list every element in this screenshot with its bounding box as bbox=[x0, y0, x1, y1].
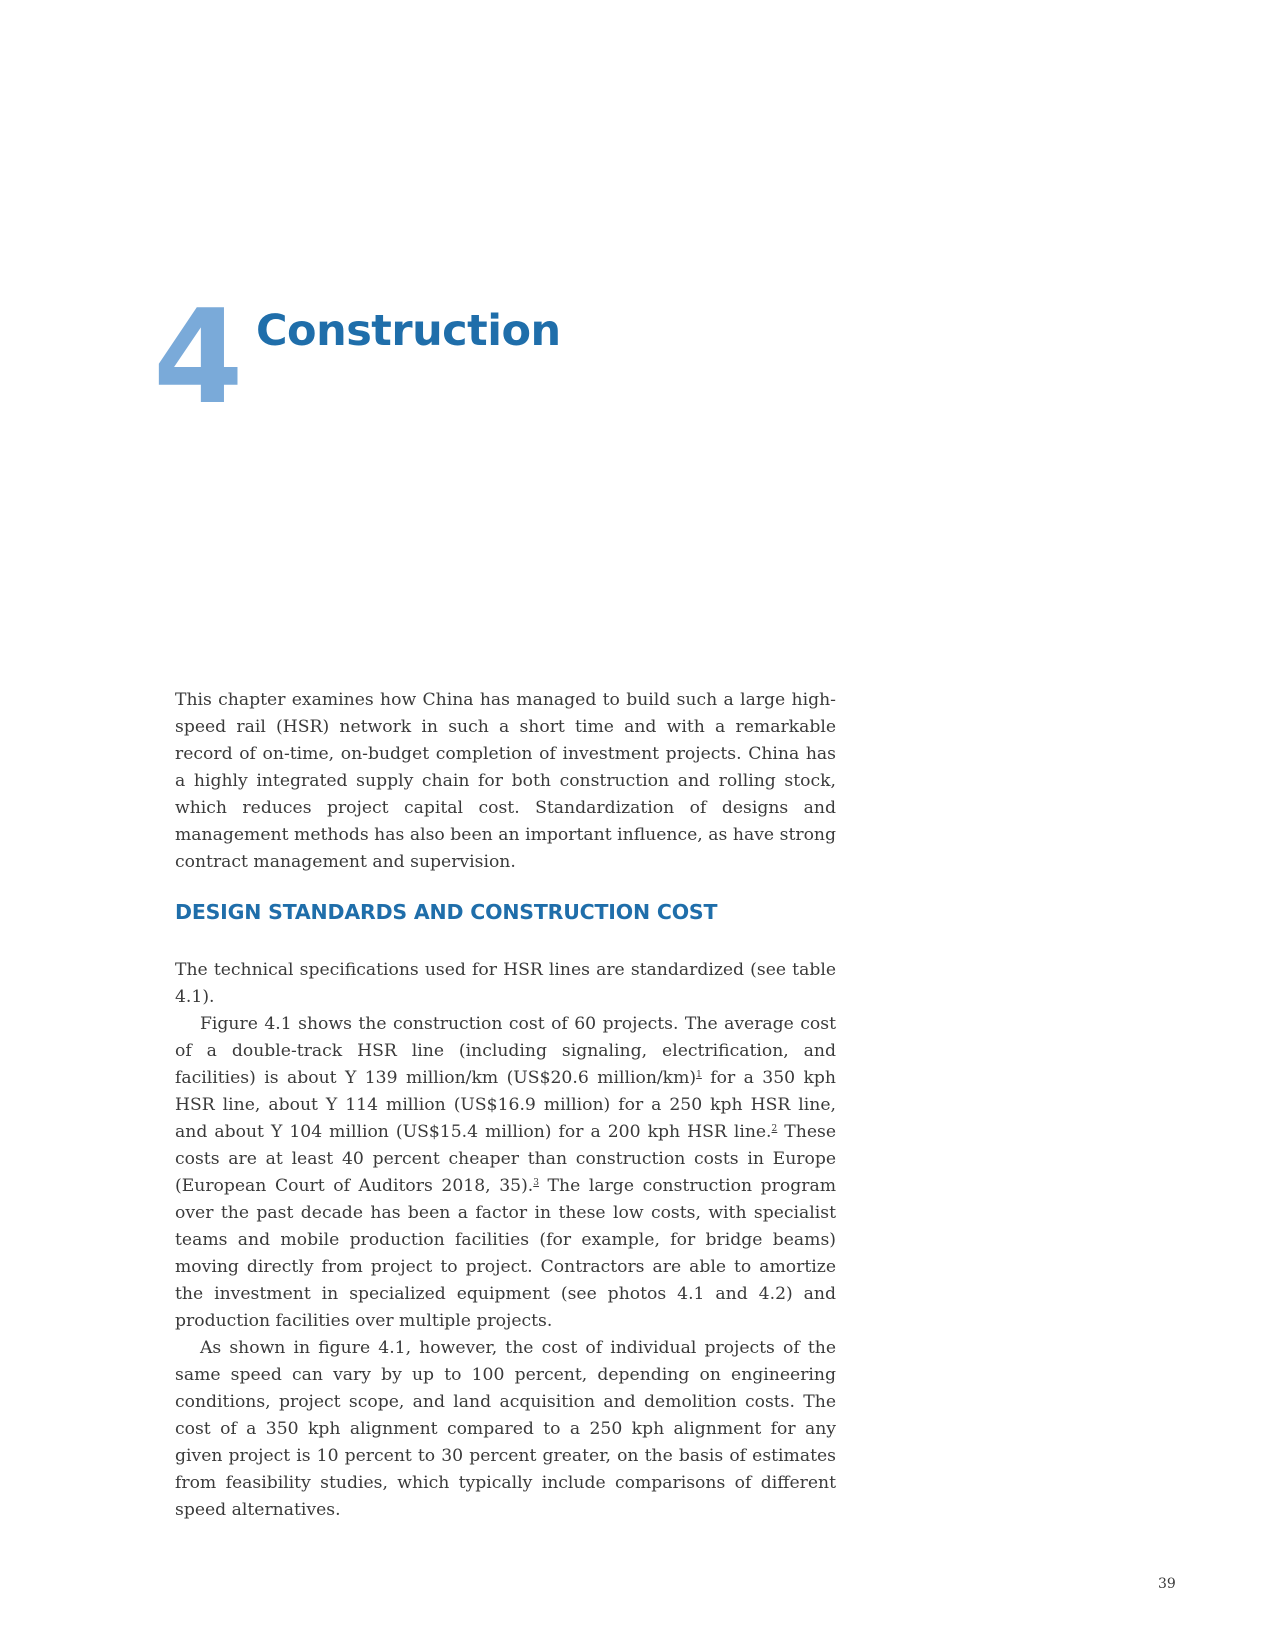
footnote-ref-2[interactable]: 2 bbox=[771, 1124, 778, 1134]
body-paragraph-2-part-c: These costs are at least 40 percent cheaper than construction costs in Europe (European Court of Auditors 2018, 35). bbox=[175, 1122, 836, 1196]
section-body bbox=[175, 957, 836, 1524]
body-paragraph-3: As shown in figure 4.1, however, the cost of individual projects of the same speed can vary by up to 100 percent, depending on engineering conditions, project scope, and land acquisition and demolition costs. The cost of a 350 kph alignment compared to a 250 kph alignment for any given project is 10 percent to 30 percent greater, on the basis of estimates from feasibility studies, which typically include comparisons of different speed alternatives. bbox=[175, 1338, 836, 1520]
footnote-ref-1[interactable]: 1 bbox=[696, 1070, 702, 1080]
body-paragraph-2-part-d: The large construction program over the past decade has been a factor in these low costs, with specialist teams and mobile production facilities (for example, for bridge beams) moving directly from project to project. Contractors are able to amortize the investment in specialized equipment (see photos 4.1 and 4.2) and production facilities over multiple projects. bbox=[175, 1176, 836, 1331]
intro-paragraph: This chapter examines how China has managed to build such a large high-speed rail (HSR) network in such a short time and with a remarkable record of on-time, on-budget completion of investment projects. China has a highly integrated supply chain for both construction and rolling stock, which reduces project capital cost. Standardization of designs and management methods has also been an important influence, as have strong contract management and supervision. bbox=[175, 690, 836, 872]
chapter-title: Construction bbox=[256, 306, 561, 356]
body-paragraph-2-part-b: for a 350 kph HSR line, about Y 114 million (US$16.9 million) for a 250 kph HSR line, and about Y 104 million (US$15.4 million) for a 200 kph HSR line. bbox=[175, 1068, 836, 1142]
section-heading: DESIGN STANDARDS AND CONSTRUCTION COST bbox=[175, 900, 718, 924]
page-number: 39 bbox=[1158, 1576, 1176, 1592]
body-paragraph-2 bbox=[175, 1011, 836, 1335]
body-paragraph-2-part-a: Figure 4.1 shows the construction cost of 60 projects. The average cost of a double-track HSR line (including signaling, electrification, and facilities) is about Y 139 million/km (US$20.6 million/km) bbox=[175, 1014, 836, 1088]
body-paragraph-1: The technical specifications used for HSR lines are standardized (see table 4.1). bbox=[175, 960, 836, 1007]
chapter-number: 4 bbox=[153, 281, 240, 433]
footnote-ref-3[interactable]: 3 bbox=[533, 1178, 539, 1188]
